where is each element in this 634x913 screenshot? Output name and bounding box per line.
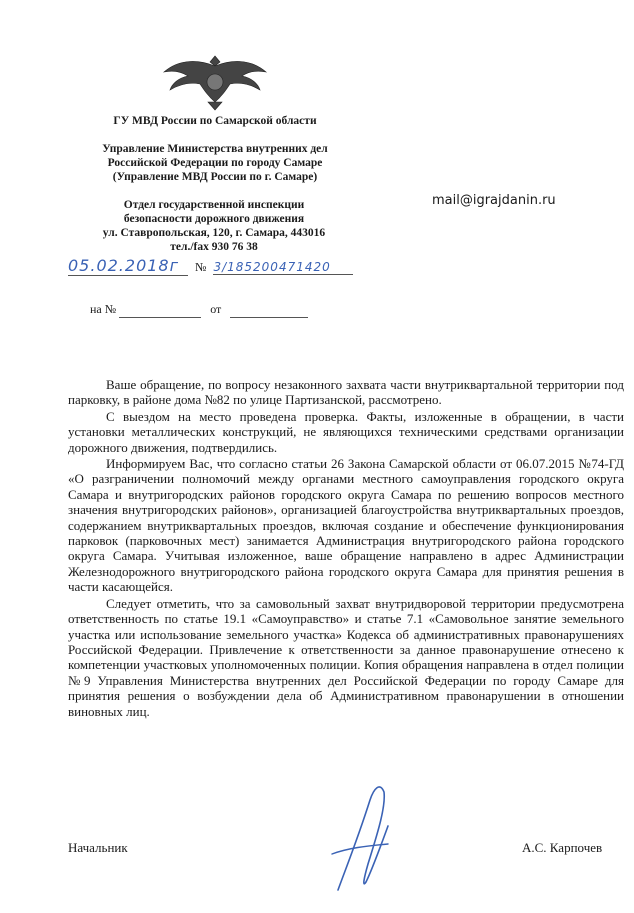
body-paragraph: Следует отметить, что за самовольный захват внутридворовой территории предусмотрена ответственность по статье 19.1 «Самоуправство» и статье 7.1 «Самовольное занятие земельного участка или использование земельного участка» Кодекса об административных правонарушениях Российской Федерации. Привлечение к ответственности за данное правонарушение отнесено к компетенции участковых уполномоченных полиции. Копия обращения направлена в отдел полиции №9 Управления Министерства внутренних дел Российской Федерации по городу Самаре для принятия решения о возбуждении дела об Административном правонарушении в отношении виновных лиц. [68,595,624,719]
department-block [70,142,360,184]
incoming-date-label: от [210,302,222,316]
eagle-emblem-icon [160,50,270,112]
division-line: безопасности дорожного движения [123,213,305,225]
body-paragraph: Ваше обращение, по вопросу незаконного захвата части внутриквартальной территории под парковку, в районе дома №82 по улице Партизанской, рассмотрено. [68,377,624,408]
department-line: Управление Министерства внутренних дел [102,143,328,155]
body-paragraph: С выездом на место проведена проверка. Факты, изложенные в обращении, в части установки металлических конструкций, не являющихся техническими средствами организации дорожного движения, подтвердились. [68,408,624,455]
outgoing-date: 05.02.2018г [68,256,188,276]
handwritten-signature [318,778,398,898]
signatory-name: А.С. Карпочев [522,840,603,855]
incoming-number-blank [119,302,201,318]
number-label: № [195,260,207,274]
department-line: (Управление МВД России по г. Самаре) [112,171,318,183]
letter-body [68,377,624,720]
division-line: тел./fax 930 76 38 [170,241,258,253]
outgoing-number: 3/185200471420 [213,260,353,275]
incoming-number-label: на № [90,302,117,316]
body-paragraph: Информируем Вас, что согласно статьи 26 Закона Самарской области от 06.07.2015 №74-ГД «О разграничении полномочий между органами местного самоуправления городского округа Самара и внутригородских районов городского округа Самара по решению вопросов местного значения внутригородских районов», организацией благоустройства внутриквартальных проездов, содержанием внутриквартальных проездов, включая создание и обеспечение функционирования парковок (парковочных мест) занимается Администрация внутригородского района городского округа Самара. Учитывая изложенное, ваше обращение направлено в адрес Администрации Железнодорожного внутригородского района городского округа Самара для принятия решения в части касающейся. [68,456,624,595]
department-line: Российской Федерации по городу Самаре [107,157,323,169]
division-line: Отдел государственной инспекции [123,199,305,211]
incoming-date-blank [230,302,308,318]
division-line: ул. Ставропольская, 120, г. Самара, 443016 [102,227,326,239]
incoming-reference [90,302,308,318]
org-name: ГУ МВД России по Самарской области [113,115,317,127]
division-block [78,198,350,254]
recipient-email: mail@igrajdanin.ru [432,193,556,208]
outgoing-reference [68,256,368,284]
signatory-title: Начальник [68,840,128,855]
